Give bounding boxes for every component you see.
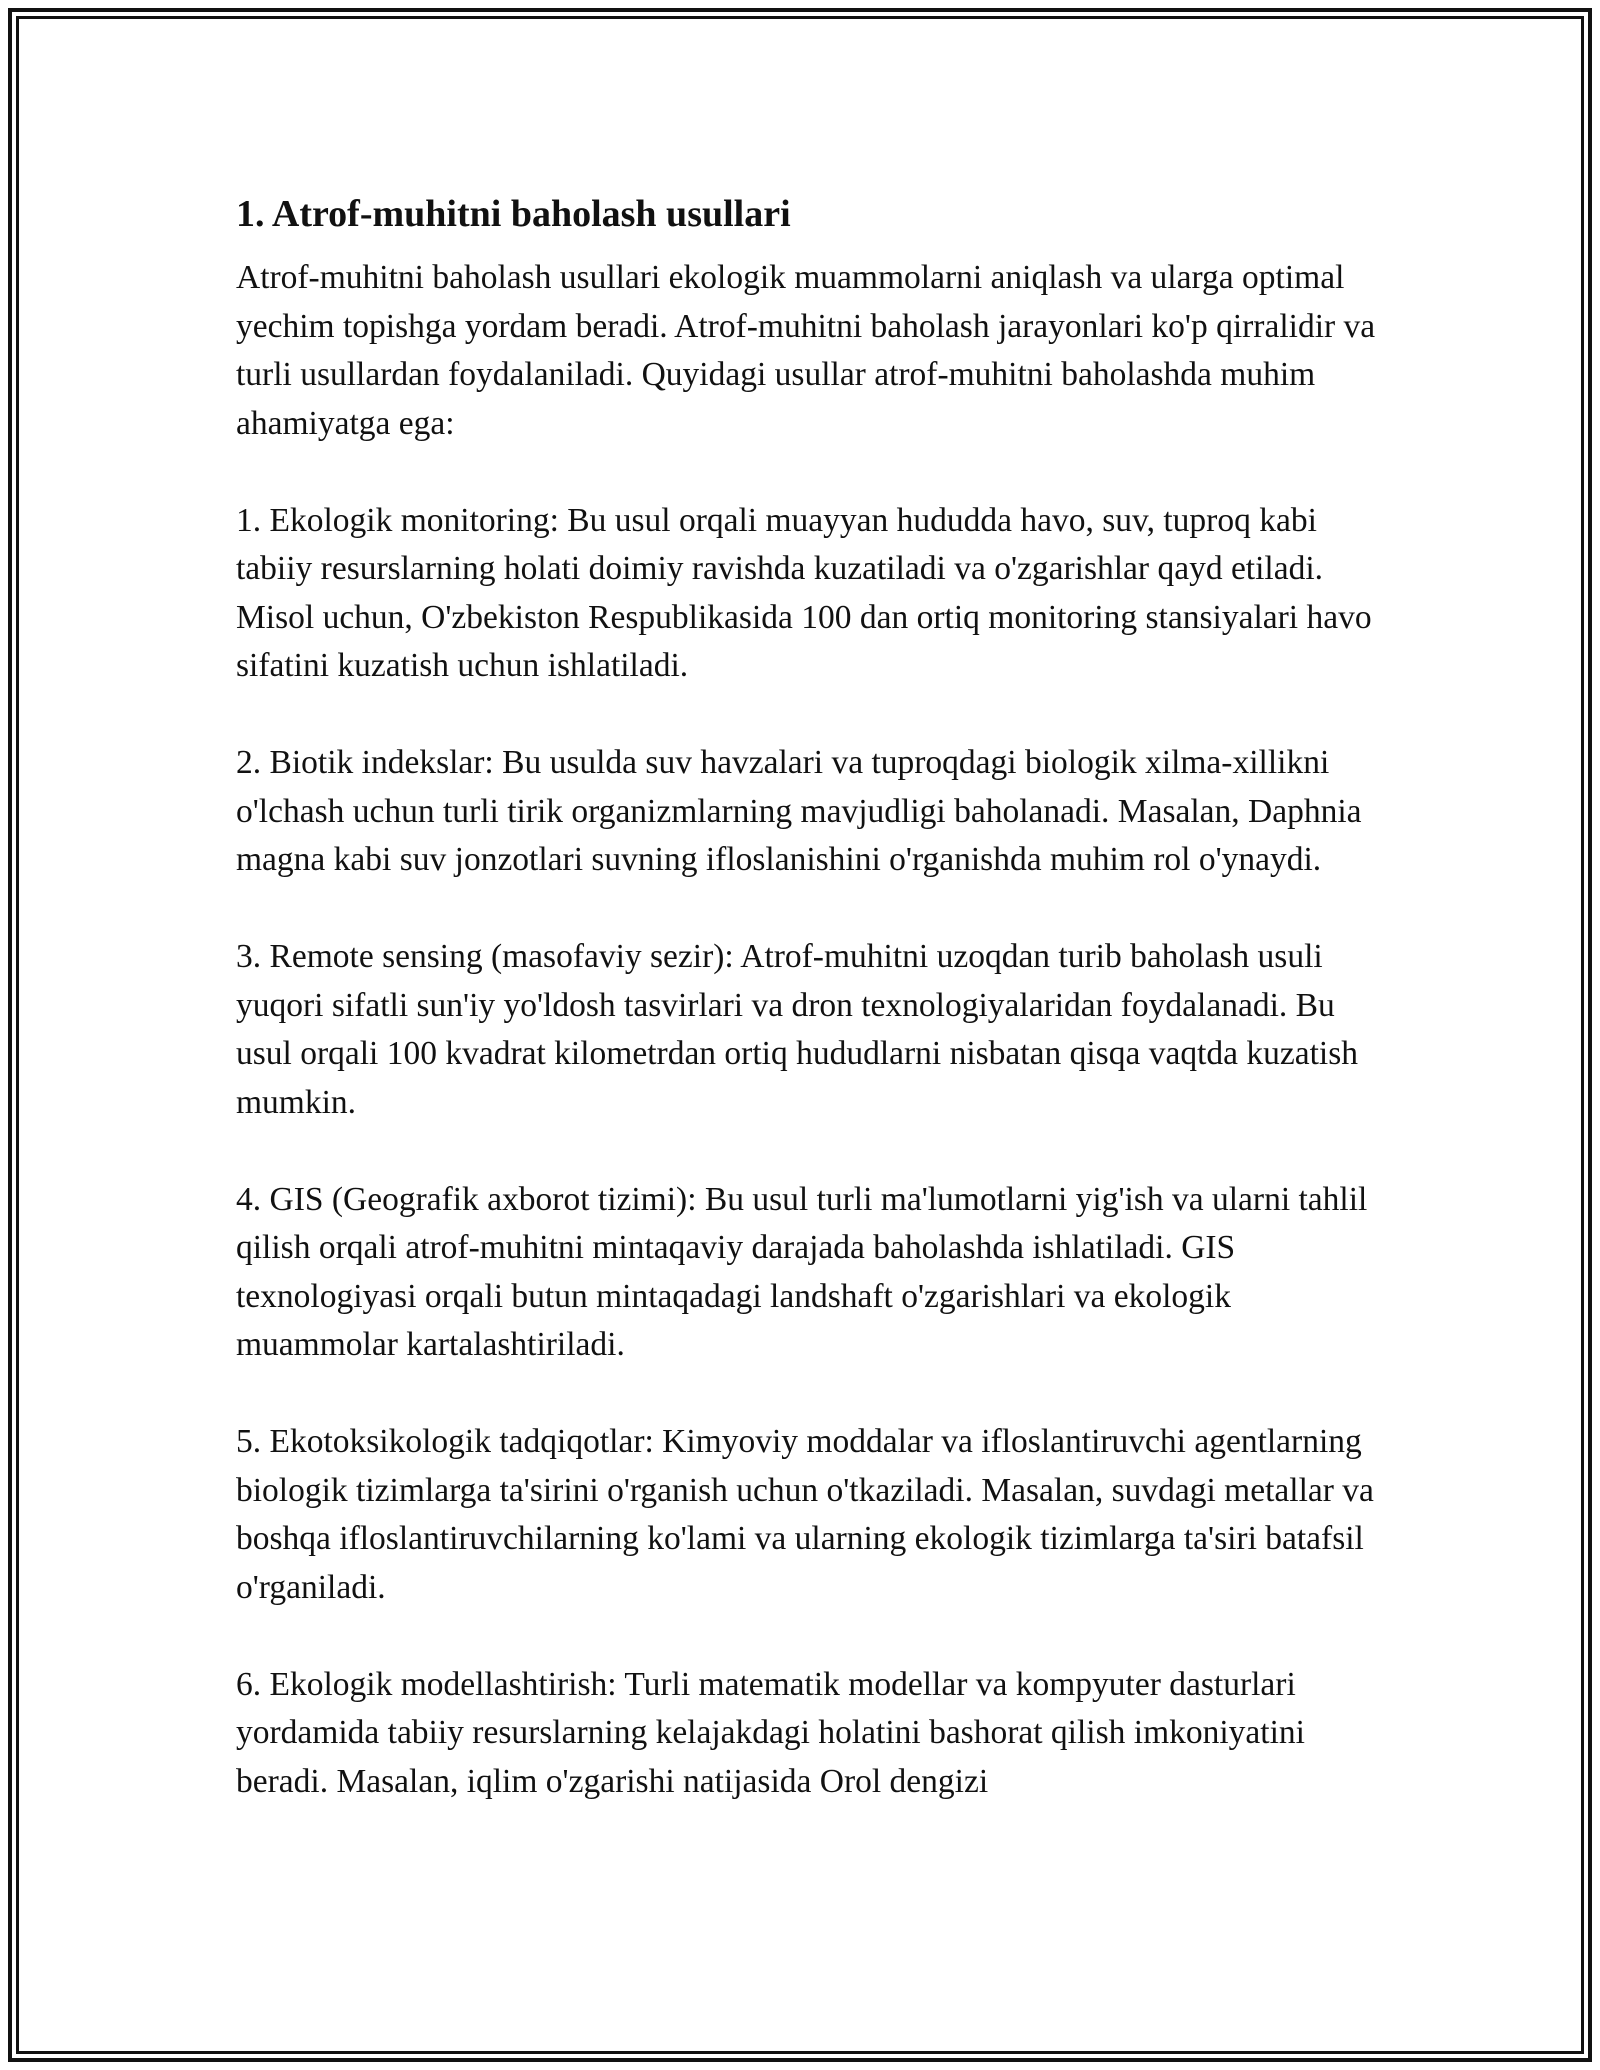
paragraph-remote-sensing: 3. Remote sensing (masofaviy sezir): Atrof-muhitni uzoqdan turib baholash usuli yuqori sifatli sun'iy yo'ldosh tasvirlari va dron texnologiyalaridan foydalanadi. Bu usul orqali 100 kvadrat kilometrdan ortiq hududlarni nisbatan qisqa vaqtda kuzatish mumkin. [236, 938, 1359, 1121]
paragraph-gis: 4. GIS (Geografik axborot tizimi): Bu usul turli ma'lumotlarni yig'ish va ularni tahlil qilish orqali atrof-muhitni mintaqaviy darajada baholashda ishlatiladi. GIS texnologiyasi orqali butun mintaqadagi landshaft o'zgarishlari va ekologik muammolar kartalashtiriladi. [236, 1180, 1368, 1363]
paragraph-ecological-monitoring: 1. Ekologik monitoring: Bu usul orqali muayyan hududda havo, suv, tuproq kabi tabiiy resurslarning holati doimiy ravishda kuzatiladi va o'zgarishlar qayd etiladi. Misol uchun, O'zbekiston Respublikasida 100 dan ortiq monitoring stansiyalari havo sifatini kuzatish uchun ishlatiladi. [236, 501, 1372, 684]
paragraph-biotic-indices: 2. Biotik indekslar: Bu usulda suv havzalari va tuproqdagi biologik xilma-xillikni o'lchash uchun turli tirik organizmlarning mavjudligi baholanadi. Masalan, Daphnia magna kabi suv jonzotlari suvning ifloslanishini o'rganishda muhim rol o'ynaydi. [236, 744, 1362, 878]
document-body [236, 186, 1376, 1855]
document-title: 1. Atrof-muhitni baholash usullari [236, 193, 791, 235]
paragraph-ecotoxicology: 5. Ekotoksikologik tadqiqotlar: Kimyoviy moddalar va ifloslantiruvchi agentlarning biologik tizimlarga ta'sirini o'rganish uchun o'tkaziladi. Masalan, suvdagi metallar va boshqa ifloslantiruvchilarning ko'lami va ularning ekologik tizimlarga ta'siri batafsil o'rganiladi. [236, 1423, 1374, 1606]
paragraph-ecological-modeling: 6. Ekologik modellashtirish: Turli matematik modellar va kompyuter dasturlari yordamida tabiiy resurslarning kelajakdagi holatini bashorat qilish imkoniyatini beradi. Masalan, iqlim o'zgarishi natijasida Orol dengizi [236, 1665, 1305, 1800]
intro-paragraph: Atrof-muhitni baholash usullari ekologik muammolarni aniqlash va ularga optimal yechim topishga yordam beradi. Atrof-muhitni baholash jarayonlari ko'p qirralidir va turli usullardan foydalaniladi. Quyidagi usullar atrof-muhitni baholashda muhim ahamiyatga ega: [236, 259, 1376, 442]
